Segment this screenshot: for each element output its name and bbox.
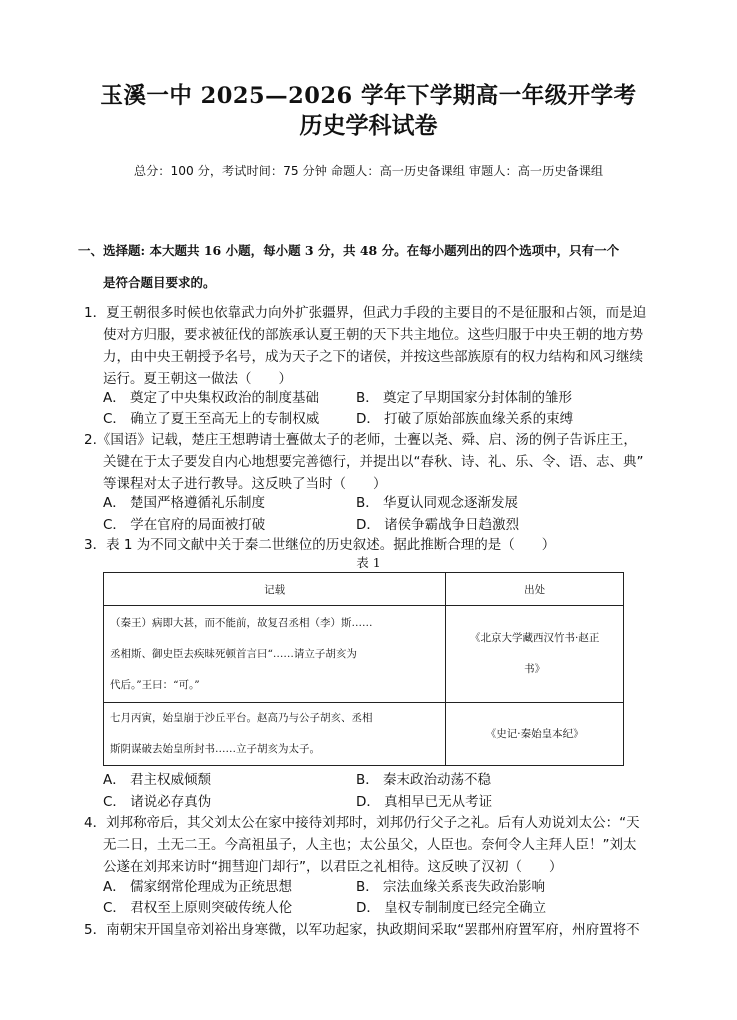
question-3-option-b: B． 秦末政治动荡不稳 [356, 772, 492, 788]
table-header-source: 出处 [446, 573, 624, 606]
exam-meta: 总分：100 分，考试时间：75 分钟 命题人：高一历史备课组 审题人：高一历史备课组 [133, 164, 604, 178]
question-1-line: 运行。夏王朝这一做法（ ） [103, 371, 292, 387]
question-2-option-b: B． 华夏认同观念逐渐发展 [356, 495, 519, 511]
question-1-option-a: A． 奠定了中央集权政治的制度基础 [103, 390, 320, 406]
question-2-option-a: A． 楚国严格遵循礼乐制度 [103, 495, 266, 511]
question-1-option-b: B． 奠定了早期国家分封体制的雏形 [356, 390, 573, 406]
table-header-record: 记载 [104, 573, 446, 606]
question-1-line: 力，由中央王朝授予名号，成为天子之下的诸侯，并按这些部族原有的权力结构和风习继续 [103, 349, 643, 365]
question-3-option-c: C． 诸说必存真伪 [103, 794, 212, 810]
question-5-line: 5．南朝宋开国皇帝刘裕出身寒微，以军功起家，执政期间采取“罢郡州府置军府，州府置将不 [84, 922, 640, 938]
question-1-option-c: C． 确立了夏王至高无上的专制权威 [103, 411, 320, 427]
question-3-line: 3．表 1 为不同文献中关于秦二世继位的历史叙述。据此推断合理的是（ ） [84, 537, 556, 553]
question-4-line: 4．刘邦称帝后，其父刘太公在家中接待刘邦时，刘邦仍行父子之礼。后有人劝说刘太公：“天 [84, 815, 640, 831]
record-line: 七月丙寅，始皇崩于沙丘平台。赵高乃与公子胡亥、丞相 [110, 712, 373, 724]
record-line: （秦王）病即大甚，而不能前，故复召丞相（李）斯…… [110, 616, 373, 629]
question-2-line: 2.《国语》记载，楚庄王想聘请士亹做太子的老师，士亹以尧、舜、启、汤的例子告诉庄王， [84, 432, 637, 448]
table-header-row [104, 573, 624, 606]
source-line: 《北京大学藏西汉竹书·赵正 [470, 632, 600, 644]
table-row [104, 606, 624, 703]
question-3-option-a: A． 君主权威倾颓 [103, 772, 212, 788]
question-1-option-d: D． 打破了原始部族血缘关系的束缚 [356, 411, 574, 427]
question-1-line: 1．夏王朝很多时候也依靠武力向外扩张疆界，但武力手段的主要目的不是征服和占领，而是迫 [84, 305, 647, 321]
exam-subtitle: 历史学科试卷 [299, 112, 438, 139]
question-2-line: 关键在于太子要发自内心地想要完善德行，并提出以“春秋、诗、礼、乐、令、语、志、典” [103, 454, 644, 470]
question-4-option-d: D． 皇权专制制度已经完全确立 [356, 900, 547, 916]
table-cell-source [446, 606, 624, 703]
record-line: 代后。”王曰：“可。” [110, 678, 200, 691]
question-4-option-a: A． 儒家纲常伦理成为正统思想 [103, 879, 293, 895]
question-3-option-d: D． 真相早已无从考证 [356, 794, 493, 810]
question-4-line: 无二日，土无二王。今高祖虽子，人主也；太公虽父，人臣也。奈何令人主拜人臣！”刘太 [103, 837, 637, 853]
record-line: 斯阴谋破去始皇所封书……立子胡亥为太子。 [110, 743, 320, 755]
question-2-line: 等课程对太子进行教导。这反映了当时（ ） [103, 476, 387, 492]
table-row [104, 703, 624, 766]
question-4-option-b: B． 宗法血缘关系丧失政治影响 [356, 879, 546, 895]
question-1-line: 使对方归服，要求被征伐的部族承认夏王朝的天下共主地位。这些归服于中央王朝的地方势 [103, 327, 643, 343]
table-cell-record [104, 606, 446, 703]
record-line: 丞相斯、御史臣去疾昧死顿首言曰“……请立子胡亥为 [110, 647, 357, 660]
source-line: 《史记·秦始皇本纪》 [485, 727, 584, 740]
history-records-table [103, 572, 624, 766]
question-2-option-d: D． 诸侯争霸战争日趋激烈 [356, 517, 520, 533]
source-line: 书》 [524, 663, 546, 675]
question-4-option-c: C． 君权至上原则突破传统人伦 [103, 900, 293, 916]
section-heading-cont: 是符合题目要求的。 [103, 275, 216, 290]
table-cell-source [446, 703, 624, 766]
exam-title: 玉溪一中 2025—2026 学年下学期高一年级开学考 [100, 83, 637, 109]
section-heading: 一、选择题: 本大题共 16 小题，每小题 3 分，共 48 分。在每小题列出的四个选项中，只有一个 [78, 243, 620, 258]
question-2-option-c: C． 学在官府的局面被打破 [103, 517, 266, 533]
table-caption: 表 1 [356, 555, 381, 570]
table-cell-record [104, 703, 446, 766]
question-4-line: 公遂在刘邦来访时“拥彗迎门却行”，以君臣之礼相待。这反映了汉初（ ） [103, 859, 563, 875]
